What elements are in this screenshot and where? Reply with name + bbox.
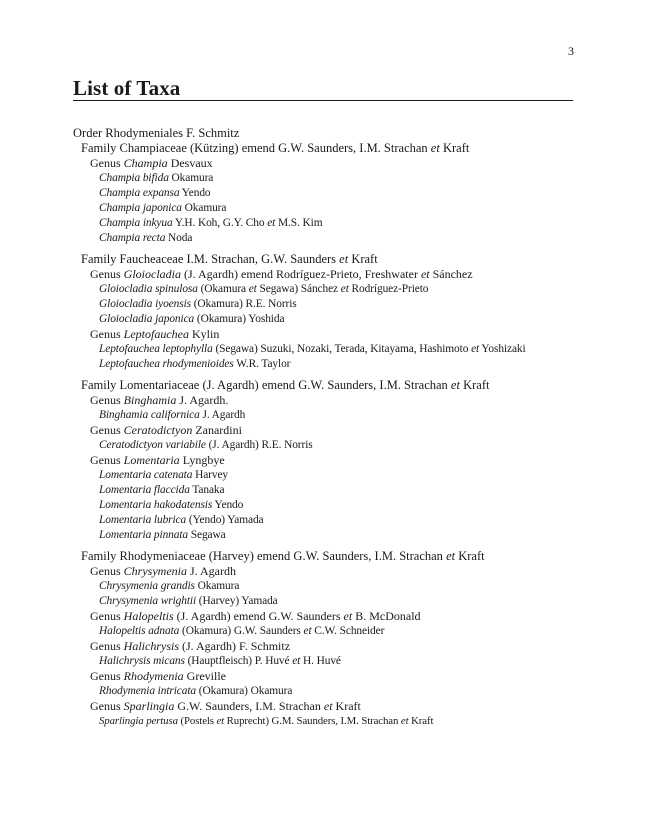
family-heading (73, 141, 573, 156)
text-segment: M.S. Kim (275, 217, 323, 229)
text-segment: (Postels (177, 715, 217, 727)
text-segment: Okamura (194, 580, 240, 592)
species-entry (73, 594, 573, 609)
text-segment: Kraft (348, 252, 378, 266)
text-segment: H. Huvé (300, 655, 341, 667)
genus-entry (73, 327, 573, 342)
species-entry (73, 282, 573, 297)
italic-text: Rhodymenia intricata (99, 685, 197, 697)
text-segment: (Hauptfleisch) P. Huvé (184, 655, 293, 667)
italic-text: Lomentaria catenata (99, 469, 193, 481)
text-segment: Genus (90, 423, 124, 437)
text-segment: Noda (165, 232, 193, 244)
species-entry (73, 342, 573, 357)
italic-text: Lomentaria (123, 453, 180, 467)
italic-text: Leptofauchea (123, 327, 189, 341)
page-title: List of Taxa (73, 76, 181, 100)
italic-text: Gloiocladia spinulosa (99, 283, 198, 295)
text-segment: Ruprecht) G.M. Saunders, I.M. Strachan (224, 715, 401, 727)
italic-text: et (471, 343, 480, 355)
text-segment: Okamura (168, 172, 214, 184)
genus-entry (73, 699, 573, 714)
text-segment: Sánchez (429, 267, 473, 281)
page-number: 3 (568, 44, 574, 58)
text-segment: Zanardini (192, 423, 242, 437)
italic-text: Lomentaria pinnata (99, 529, 189, 541)
text-segment: Segawa) Sánchez (256, 283, 341, 295)
text-segment: Kraft (459, 378, 490, 392)
italic-text: et (420, 267, 430, 281)
italic-text: et (267, 217, 276, 229)
italic-text: Binghamia californica (99, 409, 200, 421)
text-segment: B. McDonald (352, 609, 421, 623)
family-heading (73, 549, 573, 564)
italic-text: Champia (123, 156, 168, 170)
genus-entry (73, 564, 573, 579)
italic-text: Gloiocladia japonica (99, 313, 195, 325)
italic-text: et (430, 141, 440, 155)
text-segment: Rodríguez-Prieto (348, 283, 429, 295)
italic-text: Champia inkyua (99, 217, 173, 229)
italic-text: et (339, 252, 349, 266)
italic-text: Champia bifida (99, 172, 169, 184)
species-entry (73, 714, 573, 729)
species-entry (73, 483, 573, 498)
italic-text: et (450, 378, 460, 392)
text-segment: Genus (90, 639, 124, 653)
text-segment: Desvaux (167, 156, 213, 170)
species-entry (73, 684, 573, 699)
italic-text: Ceratodictyon (123, 423, 193, 437)
text-segment: Kraft (408, 715, 434, 727)
text-segment: J. Agardh (187, 564, 236, 578)
family-heading (73, 252, 573, 267)
text-segment: G.W. Saunders, I.M. Strachan (174, 699, 324, 713)
text-segment: Kraft (332, 699, 361, 713)
text-segment: (J. Agardh) R.E. Norris (205, 439, 313, 451)
species-entry (73, 513, 573, 528)
text-segment: Harvey (192, 469, 229, 481)
text-segment: Genus (90, 327, 124, 341)
text-segment: Y.H. Koh, G.Y. Cho (172, 217, 268, 229)
text-segment: Lyngbye (179, 453, 225, 467)
species-entry (73, 216, 573, 231)
text-segment: (Okamura) R.E. Norris (190, 298, 297, 310)
text-segment: Segawa (188, 529, 226, 541)
italic-text: Rhodymenia (123, 669, 184, 683)
italic-text: Leptofauchea rhodymenioides (99, 358, 234, 370)
order-heading: Order Rhodymeniales F. Schmitz (73, 126, 240, 140)
species-entry (73, 438, 573, 453)
genus-entry (73, 639, 573, 654)
text-segment: (Okamura (197, 283, 249, 295)
italic-text: et (323, 699, 333, 713)
species-entry (73, 201, 573, 216)
genus-entry (73, 267, 573, 282)
taxa-list (73, 126, 573, 729)
italic-text: Lomentaria lubrica (99, 514, 187, 526)
text-segment: Tanaka (189, 484, 225, 496)
text-segment: Genus (90, 453, 124, 467)
text-segment: Greville (183, 669, 226, 683)
text-segment: Genus (90, 156, 124, 170)
text-segment: (Okamura) Yoshida (194, 313, 285, 325)
title-rule (73, 100, 573, 101)
italic-text: et (216, 715, 225, 727)
text-segment: Family Lomentariaceae (J. Agardh) emend G.W. Saunders, I.M. Strachan (81, 378, 451, 392)
italic-text: Gloiocladia iyoensis (99, 298, 191, 310)
species-entry (73, 357, 573, 372)
italic-text: Leptofauchea leptophylla (99, 343, 213, 355)
italic-text: Champia expansa (99, 187, 180, 199)
text-segment: (Yendo) Yamada (186, 514, 264, 526)
species-entry (73, 468, 573, 483)
italic-text: et (343, 609, 353, 623)
italic-text: Gloiocladia (123, 267, 181, 281)
text-segment: (Okamura) Okamura (196, 685, 293, 697)
italic-text: et (446, 549, 456, 563)
italic-text: Champia recta (99, 232, 166, 244)
text-segment: Okamura (181, 202, 227, 214)
species-entry (73, 528, 573, 543)
text-segment: (J. Agardh) F. Schmitz (179, 639, 291, 653)
family-heading (73, 378, 573, 393)
genus-entry (73, 609, 573, 624)
text-segment: Yendo (212, 499, 244, 511)
genus-entry (73, 453, 573, 468)
text-segment: (Okamura) G.W. Saunders (179, 625, 304, 637)
genus-entry (73, 669, 573, 684)
genus-entry (73, 393, 573, 408)
text-segment: J. Agardh (199, 409, 246, 421)
italic-text: Chrysymenia grandis (99, 580, 195, 592)
species-entry (73, 297, 573, 312)
species-entry (73, 231, 573, 246)
text-segment: Yoshizaki (479, 343, 526, 355)
text-segment: (Segawa) Suzuki, Nozaki, Terada, Kitayama, Hashimoto (212, 343, 472, 355)
italic-text: Sparlingia (123, 699, 175, 713)
italic-text: Halichrysis micans (99, 655, 185, 667)
italic-text: Lomentaria flaccida (99, 484, 190, 496)
italic-text: Sparlingia pertusa (99, 715, 178, 727)
text-segment: Genus (90, 564, 124, 578)
genus-entry (73, 423, 573, 438)
species-entry (73, 171, 573, 186)
italic-text: Halopeltis adnata (99, 625, 180, 637)
italic-text: Chrysymenia (123, 564, 187, 578)
genus-entry (73, 156, 573, 171)
species-entry (73, 186, 573, 201)
text-segment: Yendo (179, 187, 211, 199)
italic-text: et (248, 283, 257, 295)
species-entry (73, 312, 573, 327)
text-segment: (J. Agardh) emend Rodríguez-Prieto, Freshwater (181, 267, 421, 281)
text-segment: Genus (90, 393, 124, 407)
italic-text: et (340, 283, 349, 295)
text-segment: Genus (90, 699, 124, 713)
text-segment: Family Champiaceae (Kützing) emend G.W. Saunders, I.M. Strachan (81, 141, 431, 155)
text-segment: Family Faucheaceae I.M. Strachan, G.W. Saunders (81, 252, 340, 266)
text-segment: (J. Agardh) emend G.W. Saunders (173, 609, 344, 623)
italic-text: Binghamia (123, 393, 177, 407)
text-segment: C.W. Schneider (311, 625, 385, 637)
text-segment: Family Rhodymeniaceae (Harvey) emend G.W. Saunders, I.M. Strachan (81, 549, 447, 563)
italic-text: Ceratodictyon variabile (99, 439, 206, 451)
italic-text: Halopeltis (123, 609, 174, 623)
italic-text: Halichrysis (123, 639, 180, 653)
italic-text: et (303, 625, 312, 637)
text-segment: Kraft (439, 141, 470, 155)
italic-text: Lomentaria hakodatensis (99, 499, 213, 511)
text-segment: (Harvey) Yamada (196, 595, 278, 607)
text-segment: Kraft (455, 549, 485, 563)
species-entry (73, 498, 573, 513)
italic-text: et (292, 655, 301, 667)
text-segment: Genus (90, 609, 124, 623)
italic-text: et (400, 715, 409, 727)
species-entry (73, 624, 573, 639)
species-entry (73, 654, 573, 669)
italic-text: Chrysymenia wrightii (99, 595, 197, 607)
text-segment: Kylin (189, 327, 220, 341)
species-entry (73, 579, 573, 594)
text-segment: Genus (90, 669, 124, 683)
species-entry (73, 408, 573, 423)
text-segment: J. Agardh. (176, 393, 229, 407)
italic-text: Champia japonica (99, 202, 182, 214)
text-segment: W.R. Taylor (233, 358, 291, 370)
text-segment: Genus (90, 267, 124, 281)
